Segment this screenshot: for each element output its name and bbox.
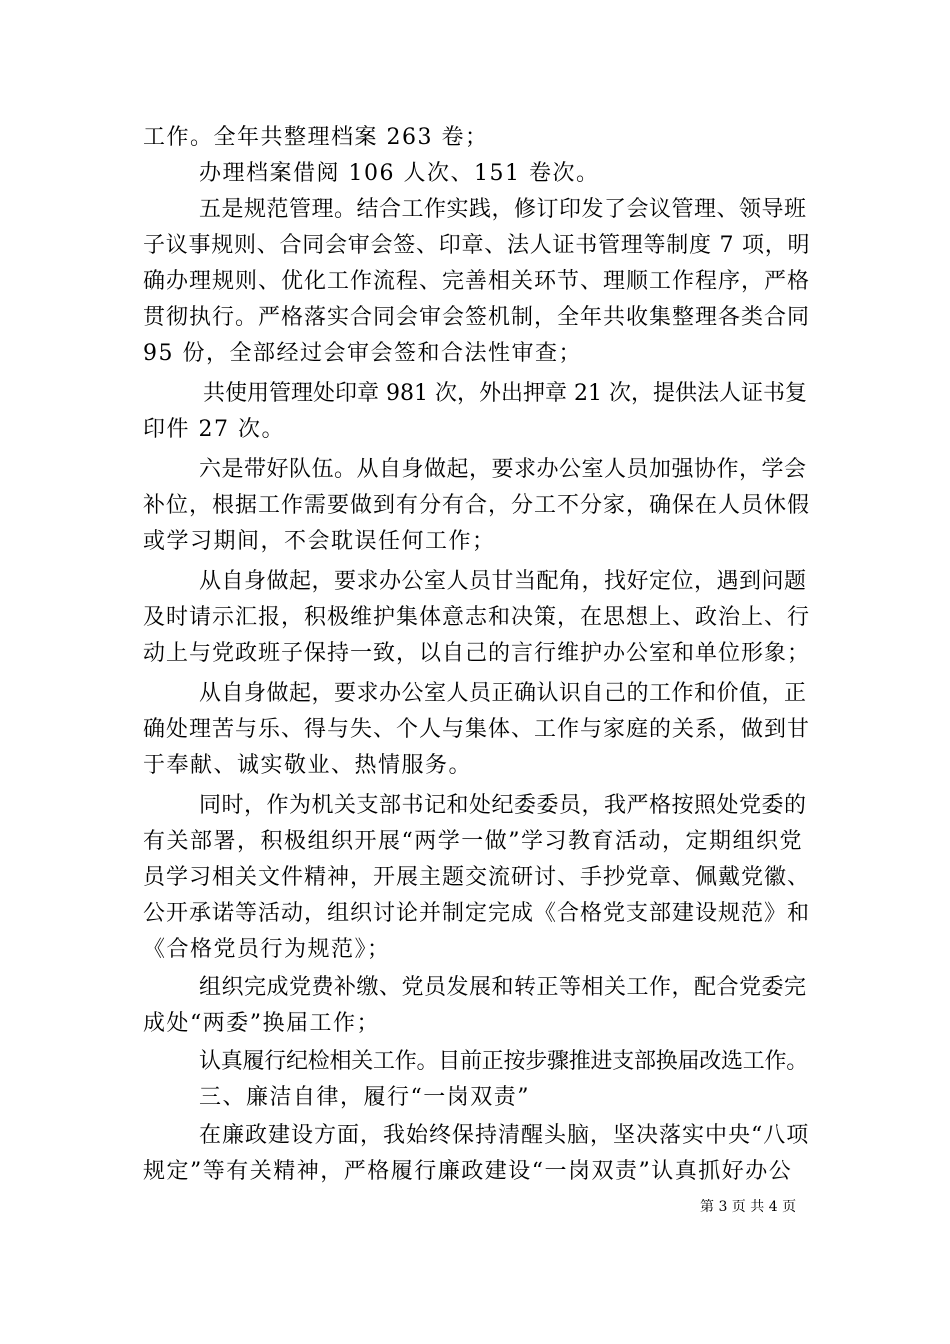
text-line: 从自身做起，要求办公室人员甘当配角，找好定位，遇到问题 bbox=[199, 569, 807, 594]
text-line: 或学习期间，不会耽误任何工作； bbox=[143, 529, 496, 554]
section-heading: 三、廉洁自律，履行“一岗双责” bbox=[199, 1085, 530, 1110]
text-line: 贯彻执行。严格落实合同会审会签机制，全年共收集整理各类合同 bbox=[143, 305, 811, 330]
text-line: 《合格党员行为规范》； bbox=[143, 937, 391, 962]
text-line: 子议事规则、合同会审会签、印章、法人证书管理等制度 7 项，明 bbox=[143, 233, 811, 258]
text-line: 在廉政建设方面，我始终保持清醒头脑，坚决落实中央“八项 bbox=[199, 1123, 810, 1148]
text-line: 办理档案借阅 106 人次、151 卷次。 bbox=[199, 161, 600, 186]
text-line: 工作。全年共整理档案 263 卷； bbox=[143, 125, 489, 150]
text-line: 规定”等有关精神，严格履行廉政建设“一岗双责”认真抓好办公 bbox=[143, 1159, 793, 1184]
text-line: 95 份，全部经过会审会签和合法性审查； bbox=[143, 341, 582, 366]
text-line: 补位，根据工作需要做到有分有合，分工不分家，确保在人员休假 bbox=[143, 493, 811, 518]
text-line: 同时，作为机关支部书记和处纪委委员，我严格按照处党委的 bbox=[199, 793, 807, 818]
text-line: 从自身做起，要求办公室人员正确认识自己的工作和价值，正 bbox=[199, 681, 807, 706]
text-line: 公开承诺等活动，组织讨论并制定完成《合格党支部建设规范》和 bbox=[143, 901, 811, 926]
text-line: 五是规范管理。结合工作实践，修订印发了会议管理、领导班 bbox=[199, 197, 807, 222]
text-line: 员学习相关文件精神，开展主题交流研讨、手抄党章、佩戴党徽、 bbox=[143, 865, 811, 890]
text-line: 共使用管理处印章 981 次，外出押章 21 次，提供法人证书复 bbox=[203, 381, 807, 406]
text-line: 六是带好队伍。从自身做起，要求办公室人员加强协作，学会 bbox=[199, 457, 807, 482]
text-line: 有关部署，积极组织开展“两学一做”学习教育活动，定期组织党 bbox=[143, 829, 803, 854]
page-number-footer: 第 3 页 共 4 页 bbox=[700, 1199, 797, 1215]
text-line: 组织完成党费补缴、党员发展和转正等相关工作，配合党委完 bbox=[199, 975, 807, 1000]
text-line: 确办理规则、优化工作流程、完善相关环节、理顺工作程序，严格 bbox=[143, 269, 811, 294]
text-line: 成处“两委”换届工作； bbox=[143, 1011, 380, 1036]
text-line: 认真履行纪检相关工作。目前正按步骤推进支部换届改选工作。 bbox=[199, 1049, 809, 1074]
text-line: 动上与党政班子保持一致，以自己的言行维护办公室和单位形象； bbox=[143, 641, 811, 666]
text-line: 确处理苦与乐、得与失、个人与集体、工作与家庭的关系，做到甘 bbox=[143, 717, 811, 742]
text-line: 印件 27 次。 bbox=[143, 417, 285, 442]
text-line: 于奉献、诚实敬业、热情服务。 bbox=[143, 753, 473, 778]
text-line: 及时请示汇报，积极维护集体意志和决策，在思想上、政治上、行 bbox=[143, 605, 811, 630]
